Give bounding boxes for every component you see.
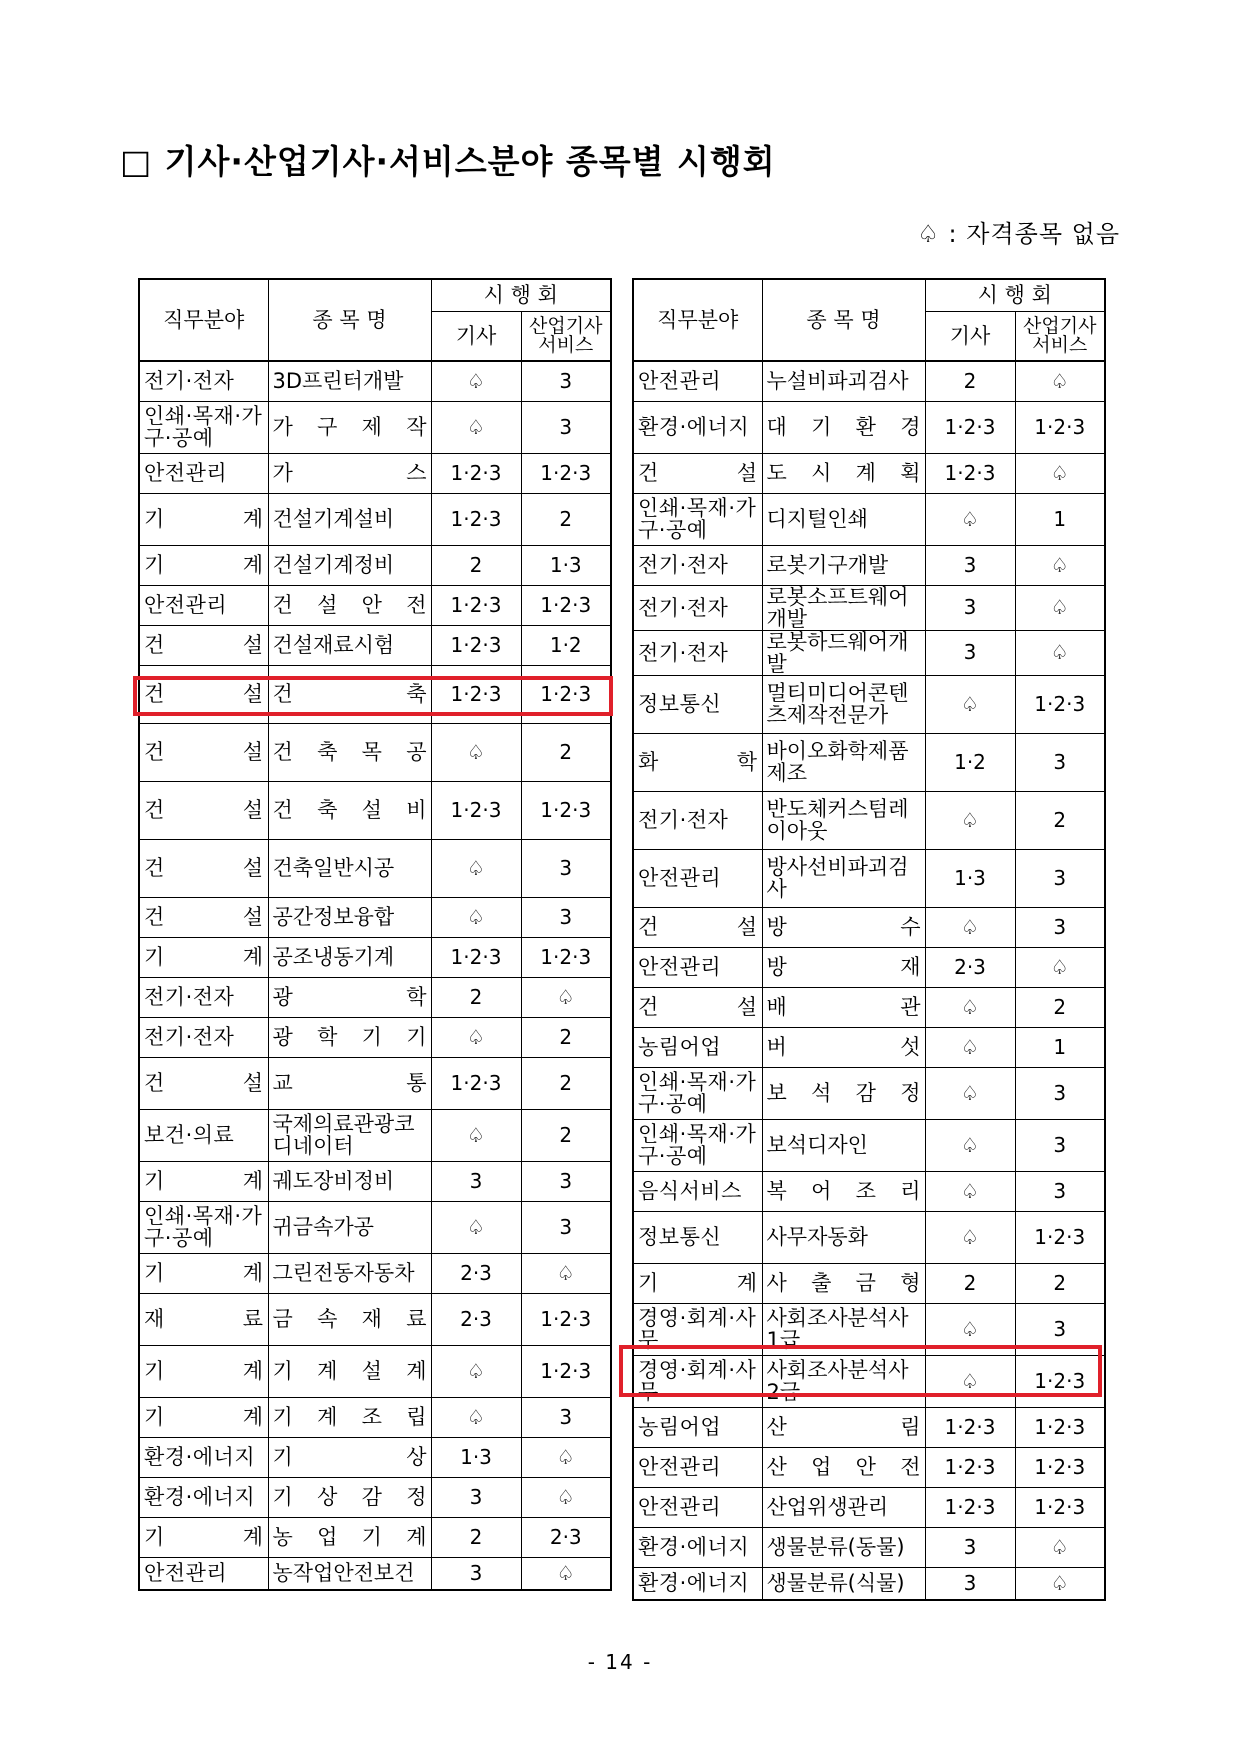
page-number: - 14 -: [587, 1650, 653, 1674]
name-cell: 대 기 환 경: [762, 401, 925, 453]
name-cell: 사회조사분석사1급: [762, 1303, 925, 1355]
gisa-cell: ♤: [431, 839, 521, 897]
name-cell: 산업위생관리: [762, 1487, 925, 1527]
field-cell: 기 계: [139, 1161, 268, 1201]
gisa-cell: 3: [925, 545, 1015, 585]
name-cell: 로봇기구개발: [762, 545, 925, 585]
field-cell: 기 계: [139, 1345, 268, 1397]
name-cell: 가 구 제 작: [268, 401, 431, 453]
sanup-cell: 1: [1015, 1027, 1105, 1067]
gisa-cell: 1·2·3: [431, 665, 521, 723]
sanup-cell: 1·2·3: [1015, 1407, 1105, 1447]
gisa-cell: 1·2·3: [925, 1447, 1015, 1487]
sanup-cell: 2: [521, 1017, 611, 1057]
gisa-cell: 1·2·3: [431, 625, 521, 665]
name-cell: 금 속 재 료: [268, 1293, 431, 1345]
table-row: [139, 1057, 611, 1109]
sanup-cell: 3: [521, 1161, 611, 1201]
gisa-cell: ♤: [925, 1303, 1015, 1355]
name-cell: 공조냉동기계: [268, 937, 431, 977]
sanup-cell: 2: [1015, 1263, 1105, 1303]
table-row: [633, 493, 1105, 545]
sanup-cell: 2: [521, 1057, 611, 1109]
sanup-cell: 3: [521, 401, 611, 453]
gisa-cell: 3: [925, 1567, 1015, 1600]
name-cell: 반도체커스텀레이아웃: [762, 791, 925, 849]
gisa-cell: 1·3: [925, 849, 1015, 907]
name-cell: 가 스: [268, 453, 431, 493]
field-cell: 건 설: [139, 665, 268, 723]
table-row: [139, 1253, 611, 1293]
table-row: [633, 849, 1105, 907]
name-cell: 국제의료관광코디네이터: [268, 1109, 431, 1161]
name-cell: 복 어 조 리: [762, 1171, 925, 1211]
sanup-cell: ♤: [521, 1253, 611, 1293]
table-row: [633, 1487, 1105, 1527]
field-cell: 건 설: [633, 453, 762, 493]
table-row: [633, 1303, 1105, 1355]
table-row: [139, 361, 611, 401]
gisa-cell: ♤: [431, 1201, 521, 1253]
field-cell: 건 설: [139, 1057, 268, 1109]
name-cell: 건설기계설비: [268, 493, 431, 545]
gisa-cell: ♤: [431, 1017, 521, 1057]
table-row: [139, 977, 611, 1017]
page-title: □ 기사·산업기사·서비스분야 종목별 시행회: [120, 142, 776, 181]
table-row: [633, 453, 1105, 493]
name-cell: 방 수: [762, 907, 925, 947]
sanup-cell: 1·2·3: [521, 665, 611, 723]
gisa-cell: ♤: [431, 723, 521, 781]
field-cell: 음식서비스: [633, 1171, 762, 1211]
gisa-cell: 1·2·3: [431, 493, 521, 545]
sanup-cell: 1·2·3: [1015, 1487, 1105, 1527]
table-row: [633, 1263, 1105, 1303]
table-row: [633, 1211, 1105, 1263]
sanup-cell: 3: [521, 897, 611, 937]
gisa-cell: 1·2·3: [431, 585, 521, 625]
header-field: 직무분야: [139, 279, 268, 361]
sanup-cell: 3: [1015, 907, 1105, 947]
gisa-cell: 2: [431, 545, 521, 585]
table-row: [139, 839, 611, 897]
gisa-cell: ♤: [925, 1067, 1015, 1119]
table-row: [139, 493, 611, 545]
name-cell: 로봇소프트웨어개발: [762, 585, 925, 630]
field-cell: 건 설: [139, 839, 268, 897]
sanup-cell: 3: [521, 839, 611, 897]
exam-table-left: [138, 278, 612, 1591]
field-cell: 건 설: [139, 723, 268, 781]
table-row: [633, 791, 1105, 849]
field-cell: 건 설: [633, 907, 762, 947]
sanup-cell: ♤: [1015, 361, 1105, 401]
sanup-cell: 2: [521, 723, 611, 781]
table-row: [633, 1527, 1105, 1567]
gisa-cell: 1·2·3: [431, 781, 521, 839]
gisa-cell: 2: [431, 977, 521, 1017]
name-cell: 배 관: [762, 987, 925, 1027]
field-cell: 전기·전자: [139, 1017, 268, 1057]
table-row: [633, 675, 1105, 733]
name-cell: 건 설 안 전: [268, 585, 431, 625]
gisa-cell: 1·2: [925, 733, 1015, 791]
field-cell: 환경·에너지: [633, 1567, 762, 1600]
table-row: [633, 987, 1105, 1027]
gisa-cell: 2·3: [925, 947, 1015, 987]
table-row: [139, 453, 611, 493]
name-cell: 광 학 기 기: [268, 1017, 431, 1057]
sanup-cell: 3: [521, 1201, 611, 1253]
field-cell: 기 계: [633, 1263, 762, 1303]
table-row: [633, 907, 1105, 947]
name-cell: 사 출 금 형: [762, 1263, 925, 1303]
name-cell: 귀금속가공: [268, 1201, 431, 1253]
gisa-cell: 2: [925, 1263, 1015, 1303]
gisa-cell: 3: [431, 1161, 521, 1201]
gisa-cell: ♤: [431, 361, 521, 401]
table-row: [139, 1557, 611, 1590]
name-cell: 농작업안전보건: [268, 1557, 431, 1590]
field-cell: 경영·회계·사무: [633, 1303, 762, 1355]
gisa-cell: 2·3: [431, 1253, 521, 1293]
table-row: [139, 1017, 611, 1057]
header-round: 시 행 회: [431, 279, 611, 311]
header-gisa: 기사: [431, 311, 521, 361]
field-cell: 전기·전자: [139, 361, 268, 401]
field-cell: 기 계: [139, 937, 268, 977]
name-cell: 기 상: [268, 1437, 431, 1477]
table-row: [633, 1407, 1105, 1447]
gisa-cell: 2: [431, 1517, 521, 1557]
table-row: [139, 401, 611, 453]
field-cell: 환경·에너지: [633, 1527, 762, 1567]
field-cell: 농림어업: [633, 1407, 762, 1447]
sanup-cell: 3: [521, 1397, 611, 1437]
field-cell: 재 료: [139, 1293, 268, 1345]
table-row: [139, 1477, 611, 1517]
name-cell: 사회조사분석사2급: [762, 1355, 925, 1407]
gisa-cell: ♤: [925, 1355, 1015, 1407]
name-cell: 그린전동자동차: [268, 1253, 431, 1293]
table-row: [633, 361, 1105, 401]
field-cell: 기 계: [139, 1253, 268, 1293]
sanup-cell: ♤: [521, 977, 611, 1017]
field-cell: 인쇄·목재·가구·공예: [633, 493, 762, 545]
gisa-cell: ♤: [431, 401, 521, 453]
name-cell: 건 축 설 비: [268, 781, 431, 839]
name-cell: 멀티미디어콘텐츠제작전문가: [762, 675, 925, 733]
table-row: [139, 1201, 611, 1253]
gisa-cell: 1·2·3: [925, 401, 1015, 453]
field-cell: 안전관리: [139, 453, 268, 493]
table-row: [139, 1517, 611, 1557]
sanup-cell: ♤: [1015, 545, 1105, 585]
field-cell: 환경·에너지: [633, 401, 762, 453]
field-cell: 환경·에너지: [139, 1477, 268, 1517]
sanup-cell: 1: [1015, 493, 1105, 545]
field-cell: 전기·전자: [139, 977, 268, 1017]
gisa-cell: ♤: [431, 1345, 521, 1397]
gisa-cell: 2: [925, 361, 1015, 401]
field-cell: 전기·전자: [633, 545, 762, 585]
header-round: 시 행 회: [925, 279, 1105, 311]
field-cell: 정보통신: [633, 1211, 762, 1263]
gisa-cell: 1·3: [431, 1437, 521, 1477]
gisa-cell: 3: [431, 1557, 521, 1590]
sanup-cell: 1·2·3: [1015, 1447, 1105, 1487]
gisa-cell: ♤: [925, 675, 1015, 733]
name-cell: 사무자동화: [762, 1211, 925, 1263]
sanup-cell: 1·2·3: [1015, 1211, 1105, 1263]
table-row: [633, 585, 1105, 630]
sanup-cell: 2: [521, 1109, 611, 1161]
name-cell: 디지털인쇄: [762, 493, 925, 545]
field-cell: 건 설: [633, 987, 762, 1027]
sanup-cell: ♤: [1015, 585, 1105, 630]
gisa-cell: ♤: [925, 1211, 1015, 1263]
sanup-cell: 3: [1015, 733, 1105, 791]
sanup-cell: 3: [1015, 1067, 1105, 1119]
name-cell: 건설재료시험: [268, 625, 431, 665]
name-cell: 산 림: [762, 1407, 925, 1447]
sanup-cell: 2: [521, 493, 611, 545]
field-cell: 전기·전자: [633, 585, 762, 630]
name-cell: 버 섯: [762, 1027, 925, 1067]
sanup-cell: 1·2·3: [521, 453, 611, 493]
gisa-cell: ♤: [431, 1109, 521, 1161]
header-sanup: 산업기사 서비스: [521, 311, 611, 361]
table-row: [139, 665, 611, 723]
name-cell: 누설비파괴검사: [762, 361, 925, 401]
table-row: [633, 1567, 1105, 1600]
field-cell: 건 설: [139, 897, 268, 937]
sanup-cell: 1·2·3: [521, 1293, 611, 1345]
name-cell: 기 계 설 계: [268, 1345, 431, 1397]
header-name: 종 목 명: [268, 279, 431, 361]
name-cell: 방사선비파괴검사: [762, 849, 925, 907]
table-row: [633, 1067, 1105, 1119]
field-cell: 건 설: [139, 625, 268, 665]
gisa-cell: ♤: [925, 1027, 1015, 1067]
sanup-cell: 1·2·3: [1015, 401, 1105, 453]
header-name: 종 목 명: [762, 279, 925, 361]
table-row: [139, 585, 611, 625]
field-cell: 기 계: [139, 1397, 268, 1437]
gisa-cell: ♤: [431, 1397, 521, 1437]
sanup-cell: ♤: [521, 1437, 611, 1477]
table-row: [633, 733, 1105, 791]
sanup-cell: ♤: [521, 1557, 611, 1590]
field-cell: 안전관리: [139, 585, 268, 625]
field-cell: 인쇄·목재·가구·공예: [633, 1067, 762, 1119]
header-gisa: 기사: [925, 311, 1015, 361]
field-cell: 보건·의료: [139, 1109, 268, 1161]
sanup-cell: 1·2·3: [1015, 675, 1105, 733]
field-cell: 기 계: [139, 545, 268, 585]
name-cell: 로봇하드웨어개발: [762, 630, 925, 675]
gisa-cell: 1·2·3: [431, 453, 521, 493]
sanup-cell: ♤: [1015, 1567, 1105, 1600]
field-cell: 안전관리: [633, 361, 762, 401]
name-cell: 산 업 안 전: [762, 1447, 925, 1487]
table-row: [633, 1171, 1105, 1211]
gisa-cell: 1·2·3: [925, 1407, 1015, 1447]
gisa-cell: 1·2·3: [925, 1487, 1015, 1527]
field-cell: 환경·에너지: [139, 1437, 268, 1477]
name-cell: 기 상 감 정: [268, 1477, 431, 1517]
table-row: [139, 1437, 611, 1477]
field-cell: 인쇄·목재·가구·공예: [633, 1119, 762, 1171]
table-row: [139, 625, 611, 665]
sanup-cell: 1·2·3: [521, 781, 611, 839]
name-cell: 광 학: [268, 977, 431, 1017]
table-row: [139, 545, 611, 585]
gisa-cell: ♤: [925, 1171, 1015, 1211]
name-cell: 생물분류(식물): [762, 1567, 925, 1600]
name-cell: 건설기계정비: [268, 545, 431, 585]
field-cell: 기 계: [139, 493, 268, 545]
gisa-cell: ♤: [925, 907, 1015, 947]
gisa-cell: ♤: [925, 987, 1015, 1027]
name-cell: 3D프린터개발: [268, 361, 431, 401]
field-cell: 전기·전자: [633, 791, 762, 849]
name-cell: 생물분류(동물): [762, 1527, 925, 1567]
name-cell: 도 시 계 획: [762, 453, 925, 493]
table-row: [139, 1293, 611, 1345]
sanup-cell: ♤: [1015, 630, 1105, 675]
table-row: [633, 401, 1105, 453]
table-row: [633, 1447, 1105, 1487]
gisa-cell: ♤: [925, 493, 1015, 545]
table-row: [139, 897, 611, 937]
gisa-cell: 3: [925, 630, 1015, 675]
sanup-cell: 1·2·3: [521, 1345, 611, 1397]
field-cell: 기 계: [139, 1517, 268, 1557]
sanup-cell: ♤: [1015, 1527, 1105, 1567]
header-field: 직무분야: [633, 279, 762, 361]
table-row: [139, 1109, 611, 1161]
field-cell: 정보통신: [633, 675, 762, 733]
table-row: [633, 1119, 1105, 1171]
gisa-cell: 1·2·3: [925, 453, 1015, 493]
sanup-cell: 1·2·3: [521, 937, 611, 977]
table-row: [139, 1345, 611, 1397]
sanup-cell: 1·2·3: [521, 585, 611, 625]
field-cell: 안전관리: [633, 1447, 762, 1487]
sanup-cell: 3: [1015, 849, 1105, 907]
gisa-cell: 3: [925, 1527, 1015, 1567]
field-cell: 화 학: [633, 733, 762, 791]
name-cell: 건 축 목 공: [268, 723, 431, 781]
header-sanup: 산업기사 서비스: [1015, 311, 1105, 361]
field-cell: 농림어업: [633, 1027, 762, 1067]
name-cell: 건 축: [268, 665, 431, 723]
gisa-cell: ♤: [925, 791, 1015, 849]
table-row: [139, 937, 611, 977]
field-cell: 안전관리: [139, 1557, 268, 1590]
name-cell: 보석디자인: [762, 1119, 925, 1171]
table-row: [633, 1355, 1105, 1407]
sanup-cell: ♤: [1015, 453, 1105, 493]
gisa-cell: 3: [431, 1477, 521, 1517]
sanup-cell: 1·2·3: [1015, 1355, 1105, 1407]
sanup-cell: 2·3: [521, 1517, 611, 1557]
name-cell: 궤도장비정비: [268, 1161, 431, 1201]
field-cell: 경영·회계·사무: [633, 1355, 762, 1407]
name-cell: 건축일반시공: [268, 839, 431, 897]
sanup-cell: 2: [1015, 987, 1105, 1027]
name-cell: 보 석 감 정: [762, 1067, 925, 1119]
name-cell: 농 업 기 계: [268, 1517, 431, 1557]
field-cell: 안전관리: [633, 947, 762, 987]
field-cell: 안전관리: [633, 849, 762, 907]
table-row: [633, 1027, 1105, 1067]
name-cell: 공간정보융합: [268, 897, 431, 937]
field-cell: 안전관리: [633, 1487, 762, 1527]
field-cell: 전기·전자: [633, 630, 762, 675]
sanup-cell: 2: [1015, 791, 1105, 849]
sanup-cell: ♤: [521, 1477, 611, 1517]
legend-note: ♤ : 자격종목 없음: [917, 220, 1120, 248]
table-row: [139, 1161, 611, 1201]
gisa-cell: 3: [925, 585, 1015, 630]
table-row: [633, 545, 1105, 585]
sanup-cell: 3: [1015, 1303, 1105, 1355]
table-row: [139, 1397, 611, 1437]
name-cell: 바이오화학제품제조: [762, 733, 925, 791]
sanup-cell: 3: [521, 361, 611, 401]
table-row: [633, 947, 1105, 987]
table-row: [139, 781, 611, 839]
gisa-cell: 1·2·3: [431, 937, 521, 977]
name-cell: 교 통: [268, 1057, 431, 1109]
sanup-cell: 1·3: [521, 545, 611, 585]
gisa-cell: 1·2·3: [431, 1057, 521, 1109]
field-cell: 건 설: [139, 781, 268, 839]
exam-table-right: [632, 278, 1106, 1601]
sanup-cell: 3: [1015, 1171, 1105, 1211]
field-cell: 인쇄·목재·가구·공예: [139, 401, 268, 453]
gisa-cell: ♤: [925, 1119, 1015, 1171]
field-cell: 인쇄·목재·가구·공예: [139, 1201, 268, 1253]
sanup-cell: ♤: [1015, 947, 1105, 987]
table-row: [633, 630, 1105, 675]
name-cell: 방 재: [762, 947, 925, 987]
sanup-cell: 3: [1015, 1119, 1105, 1171]
gisa-cell: 2·3: [431, 1293, 521, 1345]
gisa-cell: ♤: [431, 897, 521, 937]
sanup-cell: 1·2: [521, 625, 611, 665]
table-row: [139, 723, 611, 781]
name-cell: 기 계 조 립: [268, 1397, 431, 1437]
